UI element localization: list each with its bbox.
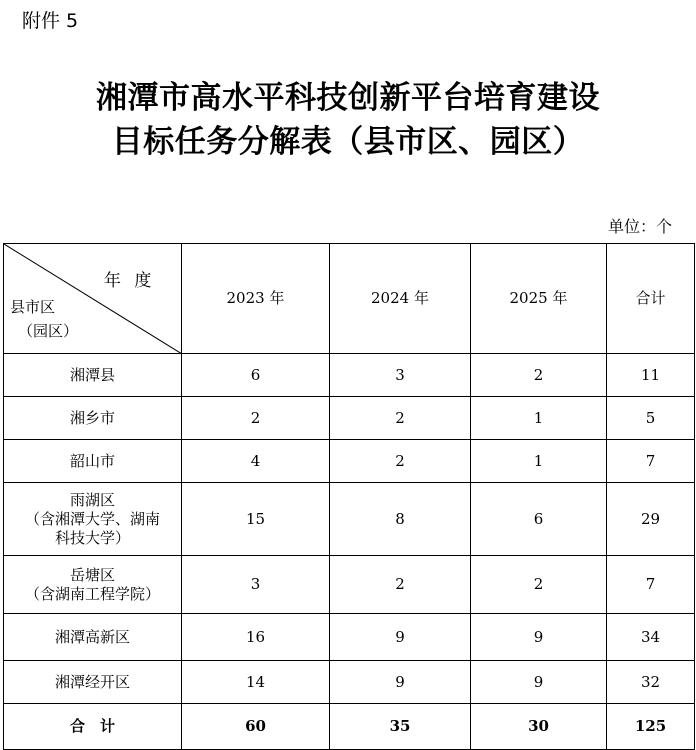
- table-row: [4, 397, 695, 440]
- row-name-cell: [4, 354, 182, 397]
- total-value-cell: 35: [330, 704, 471, 750]
- page-title-line2: 目标任务分解表（县市区、园区）: [111, 124, 585, 160]
- table-row: [4, 556, 695, 614]
- column-header-2024: 2024 年: [330, 244, 471, 354]
- row-name-cell: [4, 556, 182, 614]
- value-cell: 6: [182, 354, 330, 397]
- total-value-cell: 30: [471, 704, 607, 750]
- value-cell: 5: [607, 397, 695, 440]
- value-cell: 2: [471, 556, 607, 614]
- task-table: [3, 243, 695, 750]
- value-cell: 2: [330, 440, 471, 483]
- row-name-line: 湘乡市: [69, 408, 115, 427]
- corner-year-label: 年 度: [104, 271, 156, 291]
- row-name-cell: [4, 614, 182, 661]
- value-cell: 7: [607, 440, 695, 483]
- unit-label: 单位：个: [607, 217, 672, 236]
- column-header-2023: 2023 年: [182, 244, 330, 354]
- row-name-line: （含湘潭大学、湖南: [24, 509, 160, 528]
- corner-header-cell: [4, 244, 182, 354]
- value-cell: 1: [471, 397, 607, 440]
- row-name-line: 湘潭高新区: [54, 627, 130, 646]
- row-name-line: 岳塘区: [69, 565, 115, 584]
- column-header-2025: 2025 年: [471, 244, 607, 354]
- value-cell: 7: [607, 556, 695, 614]
- total-row: [4, 704, 695, 750]
- value-cell: 11: [607, 354, 695, 397]
- value-cell: 34: [607, 614, 695, 661]
- row-name-line: 雨湖区: [69, 490, 115, 509]
- value-cell: 32: [607, 661, 695, 704]
- value-cell: 1: [471, 440, 607, 483]
- value-cell: 15: [182, 483, 330, 556]
- value-cell: 2: [471, 354, 607, 397]
- table-body: [4, 354, 695, 750]
- total-label-cell: 合 计: [4, 704, 182, 750]
- row-name-cell: [4, 661, 182, 704]
- column-header-total: 合计: [607, 244, 695, 354]
- row-name-line: 科技大学）: [54, 528, 130, 547]
- row-name-cell: [4, 483, 182, 556]
- value-cell: 9: [330, 661, 471, 704]
- corner-county-label: 县市区: [10, 298, 56, 316]
- value-cell: 8: [330, 483, 471, 556]
- row-name-cell: [4, 397, 182, 440]
- attachment-label: 附件 5: [22, 10, 79, 32]
- value-cell: 3: [330, 354, 471, 397]
- table-row: [4, 354, 695, 397]
- value-cell: 6: [471, 483, 607, 556]
- value-cell: 9: [471, 614, 607, 661]
- table-row: [4, 483, 695, 556]
- corner-park-label: （园区）: [18, 322, 79, 340]
- value-cell: 2: [182, 397, 330, 440]
- table-row: [4, 440, 695, 483]
- value-cell: 2: [330, 556, 471, 614]
- value-cell: 29: [607, 483, 695, 556]
- total-value-cell: 60: [182, 704, 330, 750]
- row-name-cell: [4, 440, 182, 483]
- value-cell: 3: [182, 556, 330, 614]
- row-name-line: 湘潭经开区: [54, 672, 130, 691]
- value-cell: 4: [182, 440, 330, 483]
- page-title-line1: 湘潭市高水平科技创新平台培育建设: [96, 80, 600, 116]
- row-name-line: 韶山市: [69, 451, 115, 470]
- row-name-line: （含湖南工程学院）: [24, 584, 160, 603]
- value-cell: 14: [182, 661, 330, 704]
- total-value-cell: 125: [607, 704, 695, 750]
- header-row: [4, 244, 695, 354]
- value-cell: 16: [182, 614, 330, 661]
- value-cell: 9: [471, 661, 607, 704]
- value-cell: 9: [330, 614, 471, 661]
- row-name-line: 湘潭县: [69, 365, 115, 384]
- table-row: [4, 614, 695, 661]
- table-row: [4, 661, 695, 704]
- value-cell: 2: [330, 397, 471, 440]
